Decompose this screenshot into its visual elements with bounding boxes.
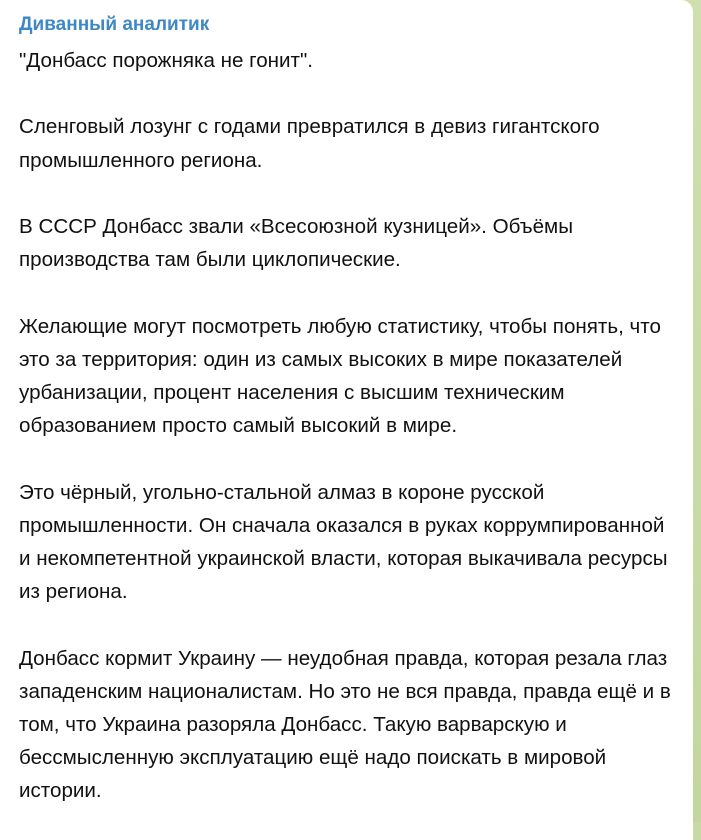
message-paragraph: Донбасс кормит Украину — неудобная правда, которая резала глаз западенским националистам. Но это не вся правда, правда ещё и в том, что Украина разоряла Донбасс. Такую варварскую и бессмысленную эксплуатацию ещё надо поискать в мировой истории.: [19, 646, 671, 803]
message-paragraph: "Донбасс порожняка не гонит".: [19, 49, 314, 72]
message-paragraph: Это чёрный, угольно-стальной алмаз в короне русской промышленности. Он сначала оказался в руках коррумпированной и некомпетентной украинской власти, которая выкачивала ресурсы из региона.: [19, 480, 668, 604]
message-paragraph: Сленговый лозунг с годами превратился в девиз гигантского промышленного региона.: [19, 115, 600, 172]
message-paragraph: Желающие могут посмотреть любую статистику, чтобы понять, что это за территория: один из самых высоких в мире показателей урбанизации, процент населения с высшим техническим образованием просто самый высокий в мире.: [19, 314, 661, 438]
message-paragraph: В СССР Донбасс звали «Всесоюзной кузницей». Объёмы производства там были циклопические.: [19, 214, 574, 272]
message-text: [19, 44, 679, 808]
channel-name[interactable]: Диванный аналитик: [19, 14, 210, 35]
